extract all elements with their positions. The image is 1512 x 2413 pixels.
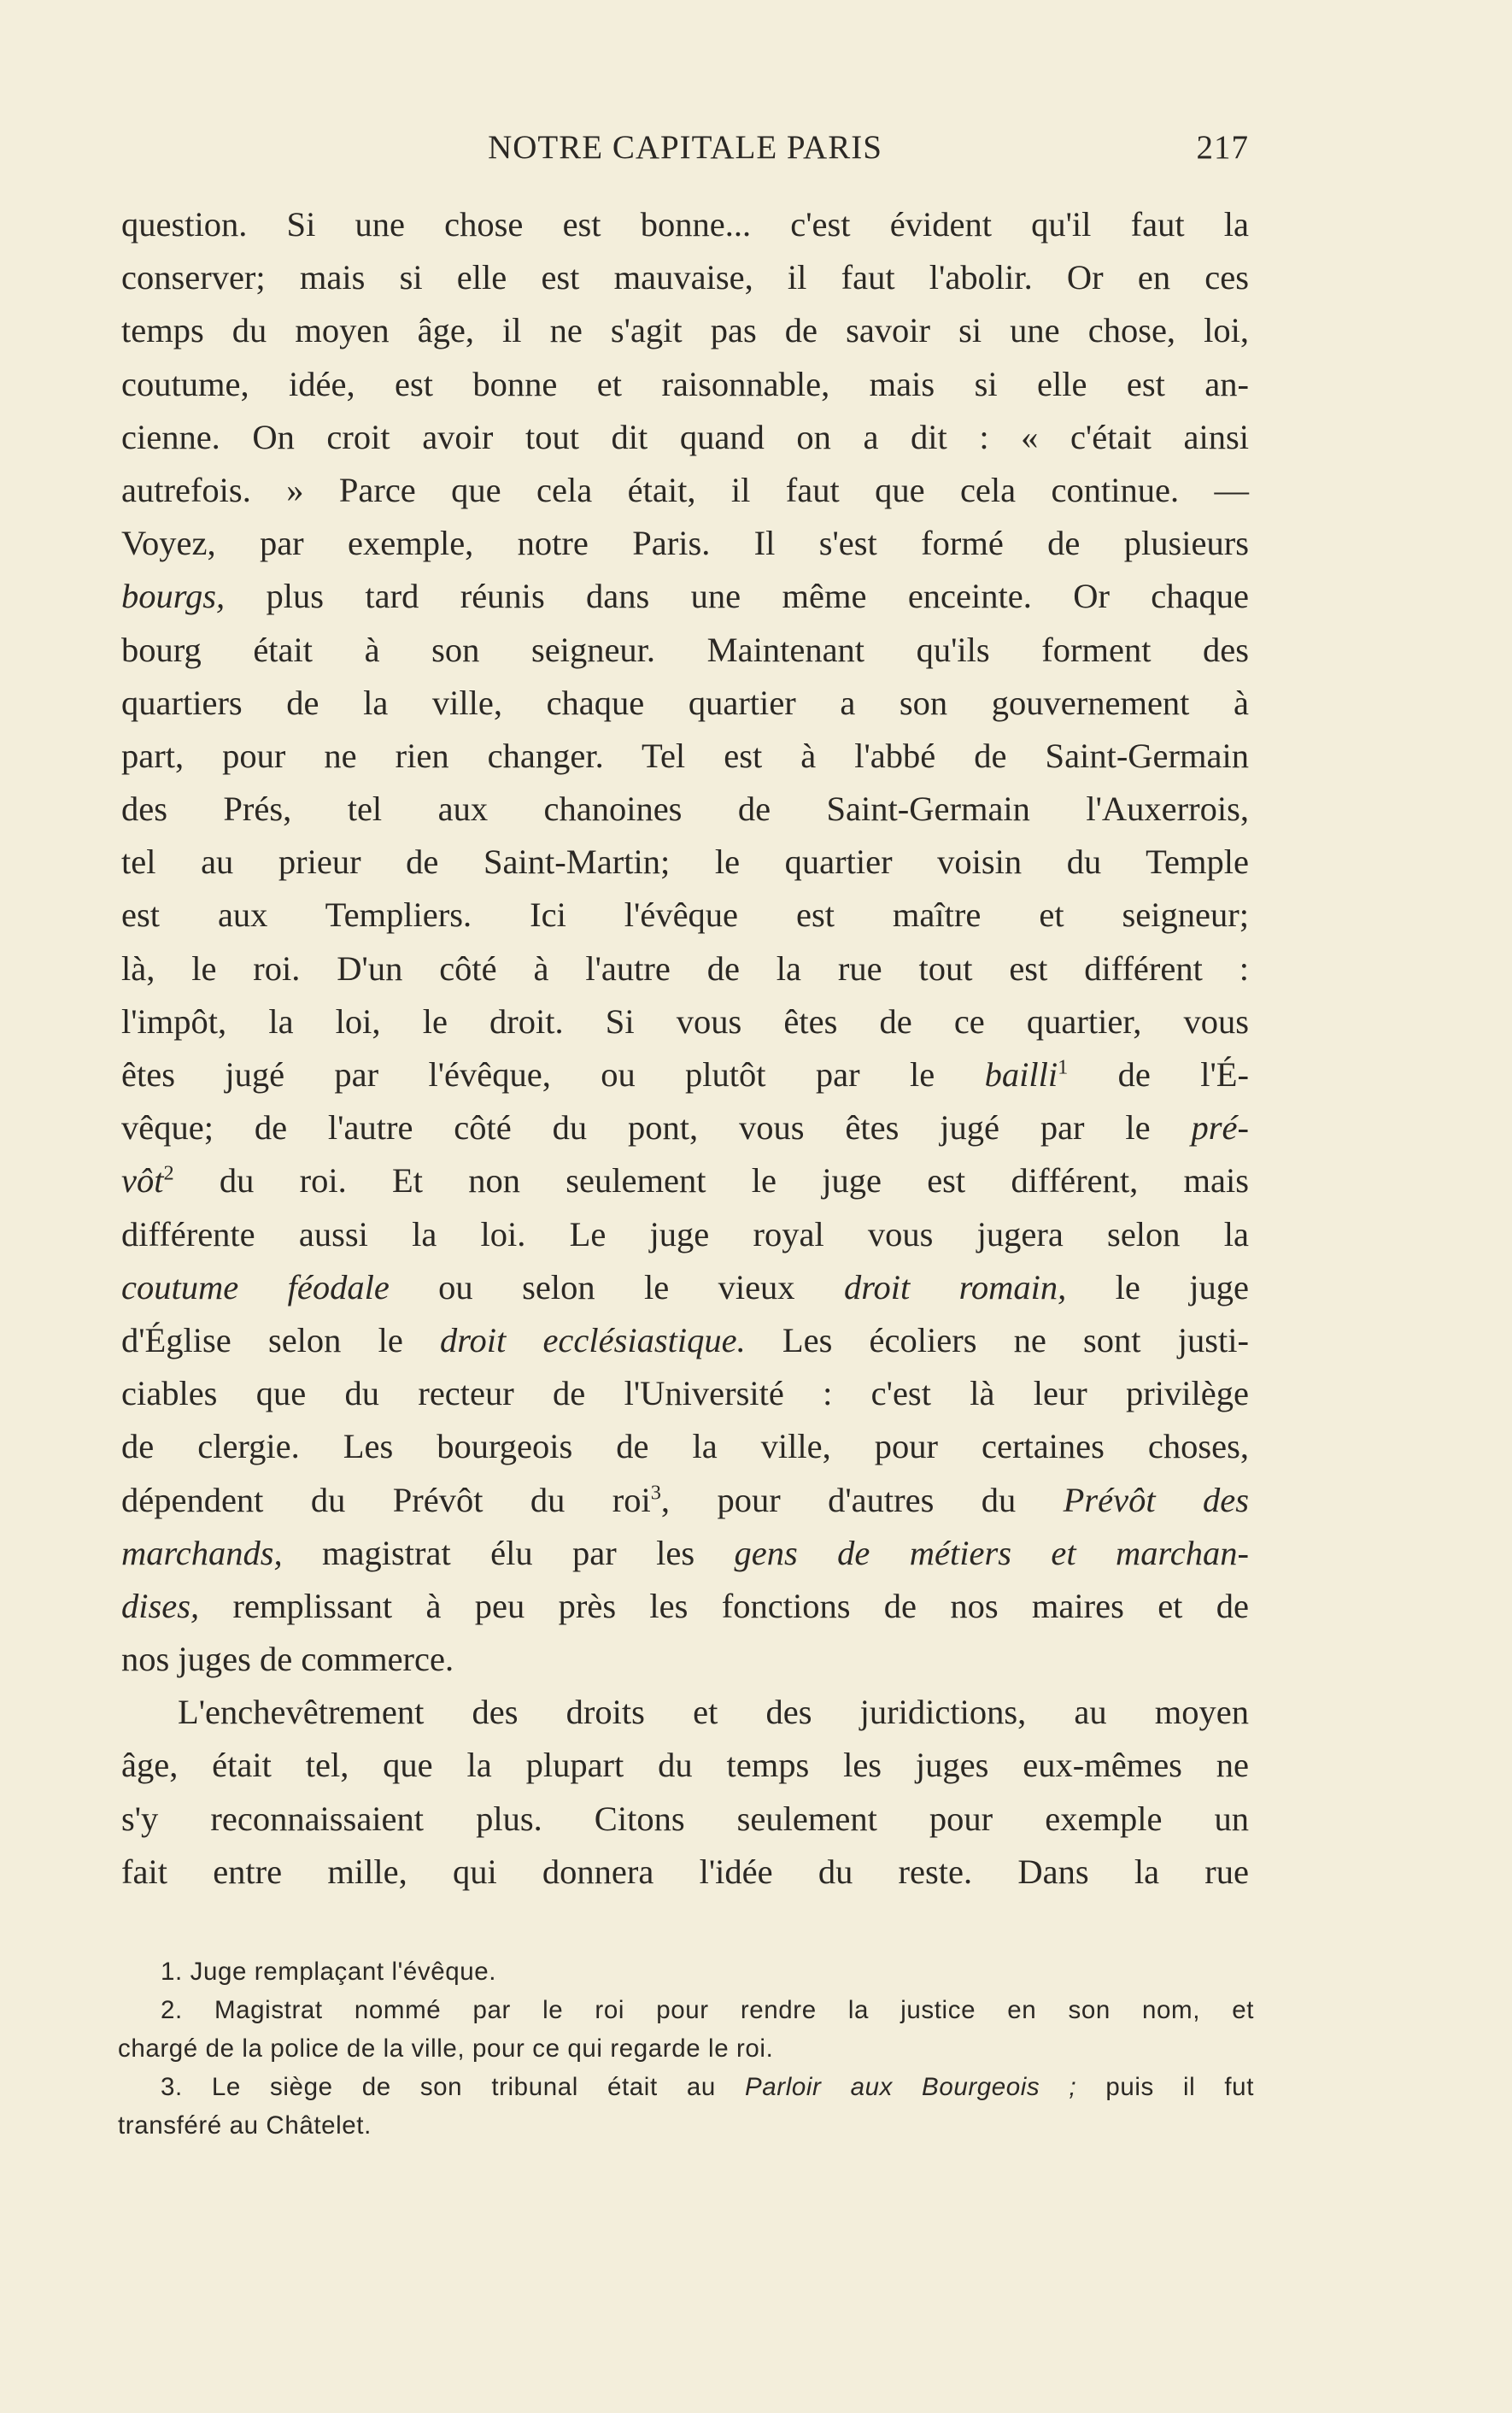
text-line: ciables que du recteur de l'Université : c'est là leur privilège (121, 1374, 1249, 1413)
footnote-ref: 3 (650, 1481, 661, 1504)
text-line: temps du moyen âge, il ne s'agit pas de savoir si une chose, loi, (121, 311, 1249, 350)
text-line: bourg était à son seigneur. Maintenant qu'ils forment des (121, 630, 1249, 669)
text-line: nos juges de commerce. (121, 1640, 454, 1679)
page-header (121, 128, 1249, 179)
page-number: 217 (1196, 129, 1249, 166)
text-line: conserver; mais si elle est mauvaise, il faut l'abolir. Or en ces (121, 258, 1249, 297)
text-line: l'impôt, la loi, le droit. Si vous êtes de ce quartier, vous (121, 1001, 1249, 1041)
text-line: différente aussi la loi. Le juge royal vous jugera selon la (121, 1214, 1249, 1253)
paragraph (121, 1686, 1249, 1899)
text-line: vôt$^2$ du roi. Et non seulement le juge est différent, mais (121, 1161, 1249, 1201)
text-line: coutume féodale ou selon le vieux droit romain, le juge (121, 1267, 1249, 1306)
text-line: des Prés, tel aux chanoines de Saint-Germain l'Auxerrois, (121, 790, 1249, 829)
text-line: L'enchevêtrement des droits et des juridictions, au moyen (178, 1693, 1249, 1732)
footnote-ref: 1 (1058, 1055, 1069, 1079)
paragraph (121, 198, 1249, 1686)
main-text (121, 198, 1249, 1899)
footnote-line: 2. Magistrat nommé par le roi pour rendre la justice en son nom, et (161, 1996, 1254, 2024)
footnote-line: chargé de la police de la ville, pour ce qui regarde le roi. (118, 2034, 774, 2063)
text-line: question. Si une chose est bonne... c'est évident qu'il faut la (121, 205, 1249, 244)
italic-text: gens de métiers et marchan- (734, 1533, 1249, 1572)
italic-text: Prévôt des (1063, 1480, 1249, 1519)
text-line: Voyez, par exemple, notre Paris. Il s'est formé de plusieurs (121, 524, 1249, 563)
italic-text: pré- (1191, 1108, 1249, 1148)
footnote-line: 3. Le siège de son tribunal était au Parloir aux Bourgeois ; puis il fut (161, 2073, 1254, 2101)
text-line: tel au prieur de Saint-Martin; le quartier voisin du Temple (121, 842, 1249, 882)
italic-text: vôt (121, 1161, 164, 1201)
italic-text: bourgs, (121, 577, 226, 616)
footnote-line: transféré au Châtelet. (118, 2111, 372, 2140)
italic-text: bailli (984, 1055, 1058, 1094)
text-line: dépendent du Prévôt du roi$^3$, pour d'autres du Prévôt des (121, 1480, 1249, 1519)
text-line: bourgs, plus tard réunis dans une même enceinte. Or chaque (121, 577, 1249, 616)
text-line: fait entre mille, qui donnera l'idée du reste. Dans la rue (121, 1852, 1249, 1891)
text-line: vêque; de l'autre côté du pont, vous êtes jugé par le pré- (121, 1108, 1249, 1148)
text-line: part, pour ne rien changer. Tel est à l'abbé de Saint-Germain (121, 736, 1249, 775)
text-line: de clergie. Les bourgeois de la ville, pour certaines choses, (121, 1427, 1249, 1466)
footnote-line: 1. Juge remplaçant l'évêque. (161, 1958, 497, 1986)
text-line: marchands, magistrat élu par les gens de métiers et marchan- (121, 1533, 1249, 1572)
text-line: d'Église selon le droit ecclésiastique. Les écoliers ne sont justi- (121, 1320, 1249, 1359)
text-line: est aux Templiers. Ici l'évêque est maître et seigneur; (121, 895, 1249, 935)
text-line: êtes jugé par l'évêque, ou plutôt par le bailli$^1$ de l'É- (121, 1055, 1249, 1094)
italic-text: dises, (121, 1586, 200, 1625)
text-line: là, le roi. D'un côté à l'autre de la rue tout est différent : (121, 948, 1249, 988)
running-title: NOTRE CAPITALE PARIS (488, 129, 882, 166)
text-line: âge, était tel, que la plupart du temps les juges eux-mêmes ne (121, 1746, 1249, 1785)
italic-text: Parloir aux Bourgeois ; (745, 2073, 1077, 2101)
text-line: autrefois. » Parce que cela était, il faut que cela continue. — (121, 470, 1249, 509)
footnotes (118, 1952, 1254, 2145)
footnote-ref: 2 (163, 1161, 174, 1185)
text-line: s'y reconnaissaient plus. Citons seulement pour exemple un (121, 1799, 1249, 1838)
italic-text: droit ecclésiastique. (440, 1320, 746, 1359)
text-line: cienne. On croit avoir tout dit quand on a dit : « c'était ainsi (121, 417, 1249, 456)
italic-text: coutume féodale (121, 1267, 390, 1306)
text-line: dises, remplissant à peu près les fonctions de nos maires et de (121, 1586, 1249, 1625)
text-line: coutume, idée, est bonne et raisonnable, mais si elle est an- (121, 364, 1249, 403)
italic-text: droit romain, (843, 1267, 1067, 1306)
text-line: quartiers de la ville, chaque quartier a son gouvernement à (121, 683, 1249, 722)
italic-text: marchands, (121, 1533, 283, 1572)
